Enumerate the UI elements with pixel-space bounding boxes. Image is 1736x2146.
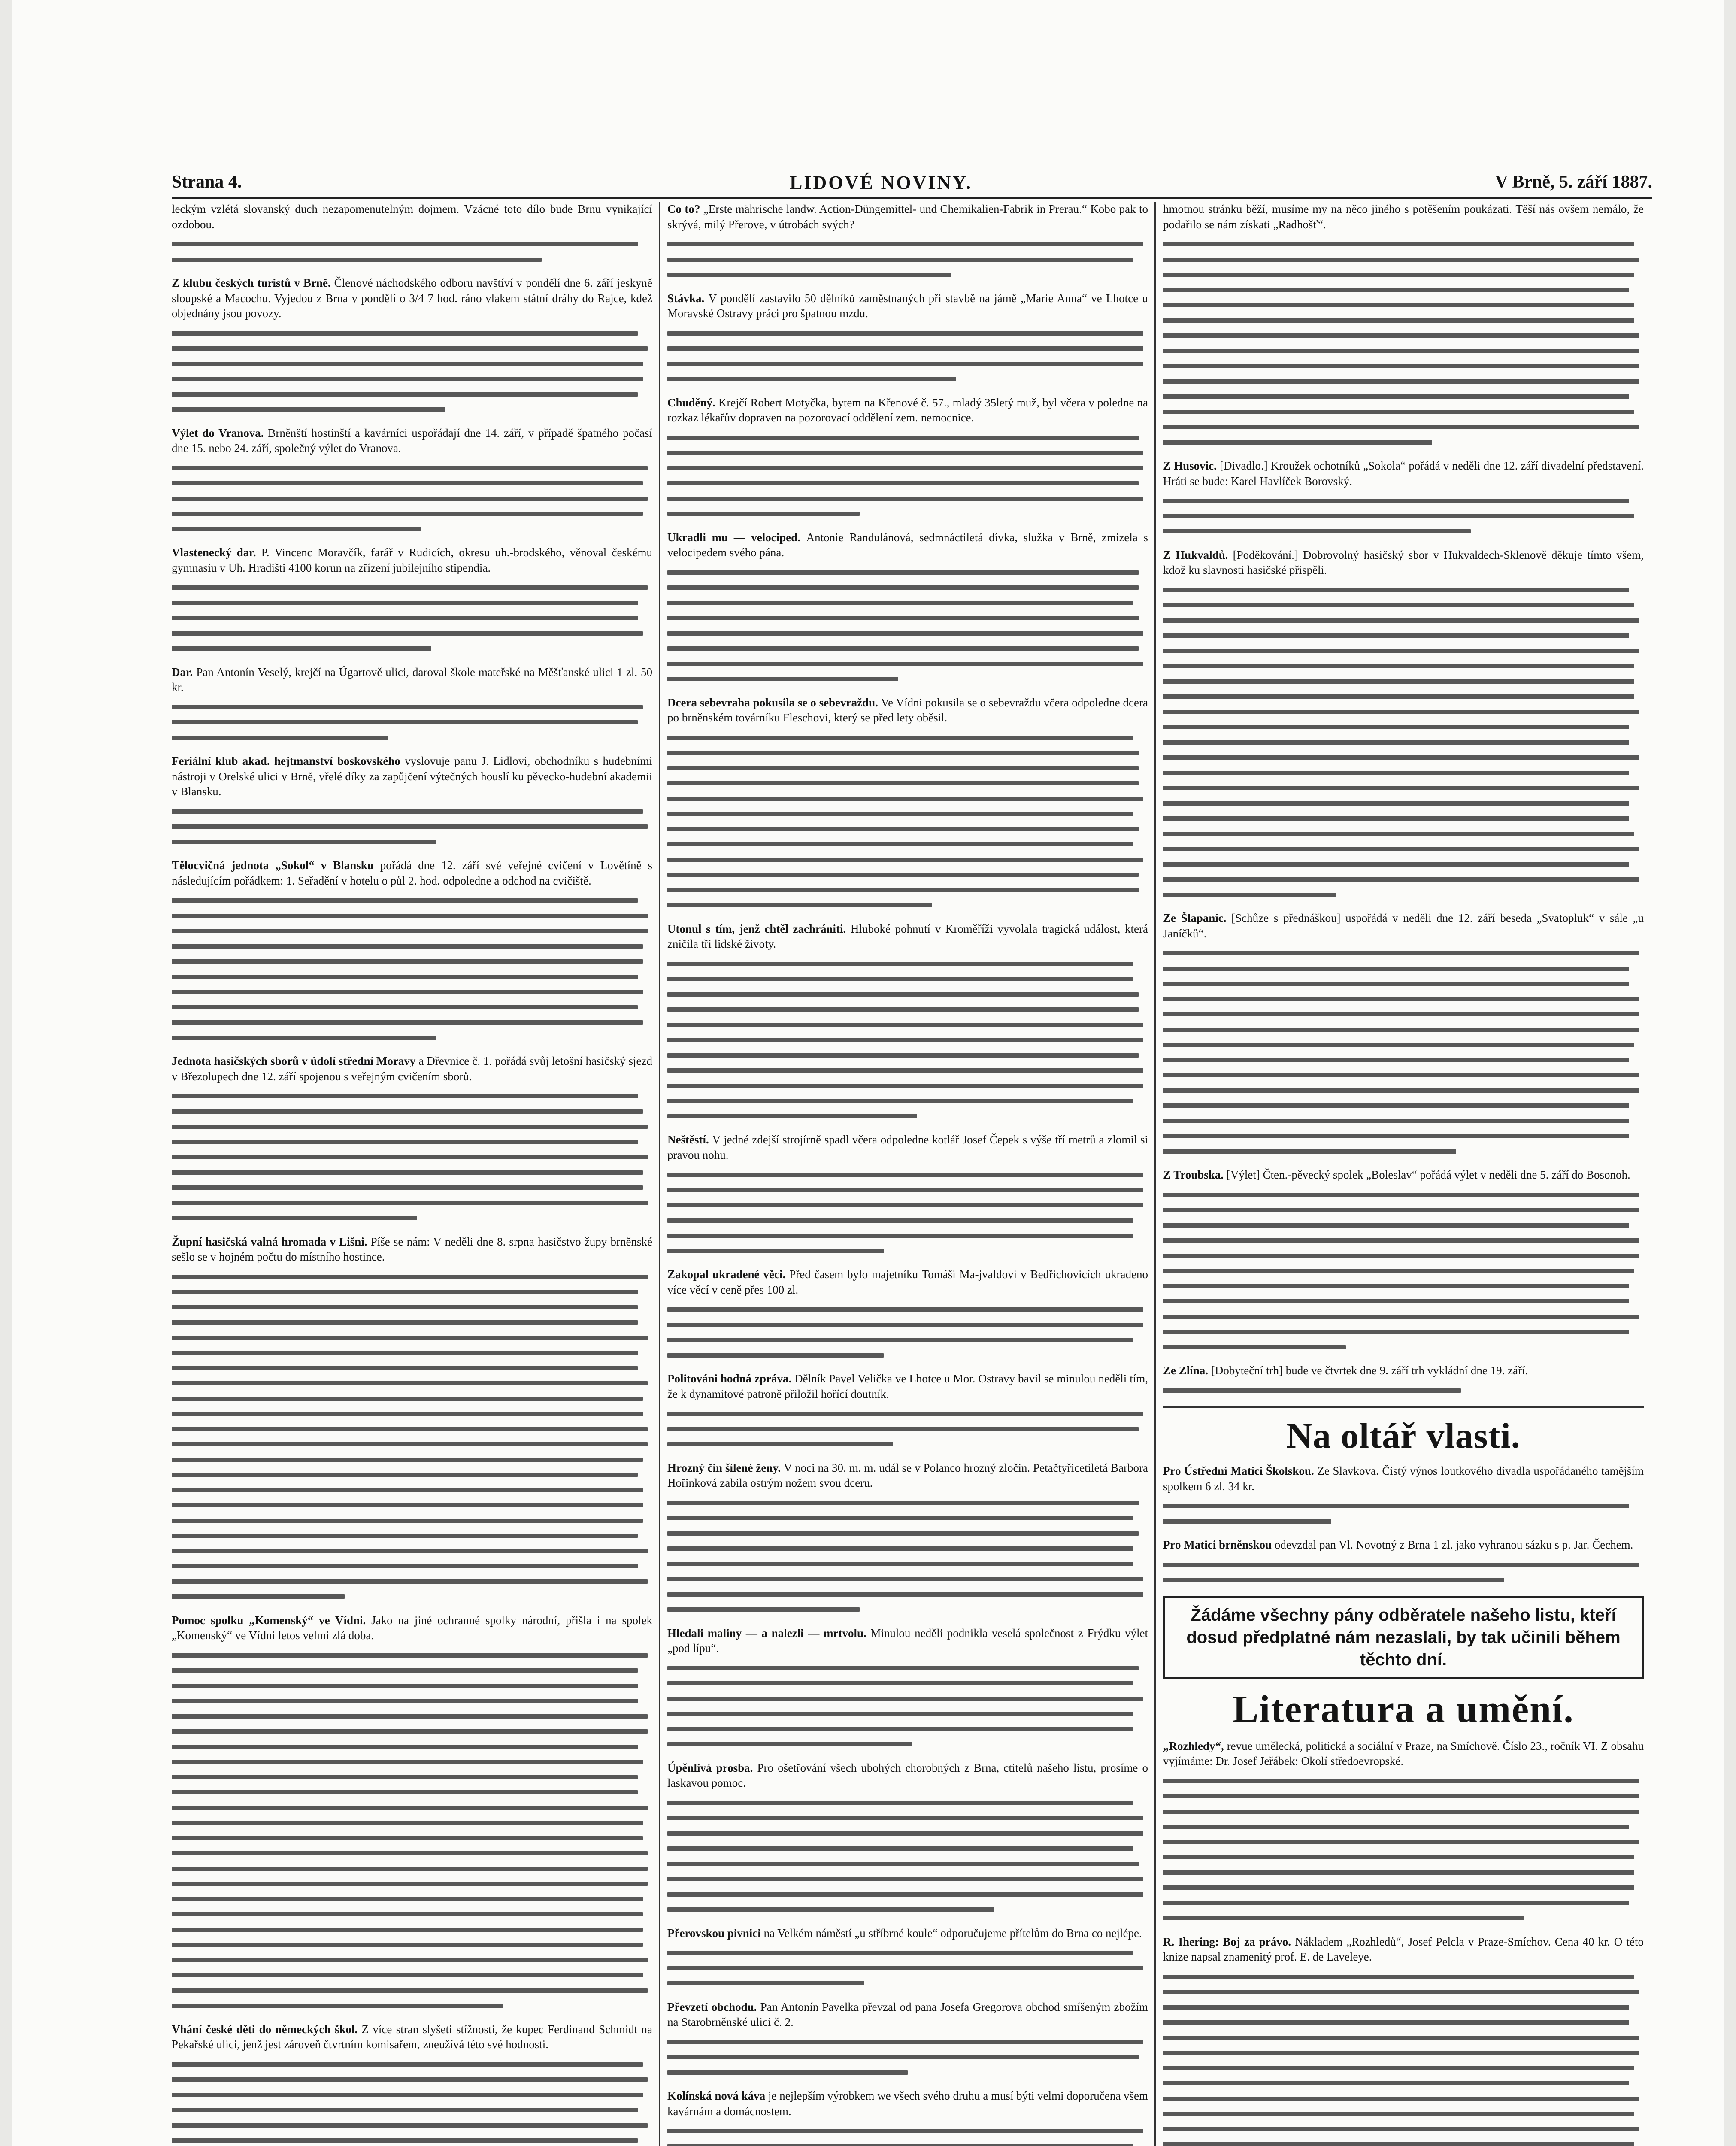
article-continuation (1163, 1556, 1644, 1587)
article-text: Brněnští hostinští a kavárníci uspořádají dne 14. září, v případě špatného počasí dne 15. nebo 24. září, společný výlet do Vranova. (172, 426, 652, 455)
article-continuation (667, 1494, 1148, 1616)
article-headline: Kolínská nová káva (667, 2089, 768, 2102)
article (667, 291, 1148, 386)
article-continuation (667, 1405, 1148, 1451)
article-text: [Schůze s přednáškou] uspořádá v neděli dne 12. září beseda „Svatopluk“ v sále „u Janíčků“. (1163, 912, 1644, 940)
article-headline: Politováni hodná zpráva. (667, 1372, 795, 1385)
article-headline: Feriální klub akad. hejtmanství boskovského (172, 755, 405, 767)
article (667, 2000, 1148, 2079)
article-headline: Hrozný čin šílené ženy. (667, 1461, 784, 1474)
article (172, 1613, 652, 2013)
article-headline: Vlastenecký dar. (172, 546, 261, 559)
article-continuation (172, 699, 652, 745)
article-text: vyslovuje panu J. Lidlovi, obchodníku s hudebními nástroji v Orelské ulici v Brně, vřelé díky za zapůjčení výtečných houslí ku pěvecko-hudební akademii v Blansku. (172, 755, 652, 798)
article-continuation (667, 1944, 1148, 1990)
article-text: Ze Slavkova. Čistý výnos loutkového divadla uspořádaného tamějším spolkem 6 zl. 34 kr. (1163, 1464, 1644, 1493)
article-headline: Z Husovic. (1163, 459, 1220, 472)
masthead-rule (172, 197, 1652, 199)
article-continuation (172, 803, 652, 849)
article-headline: Z klubu českých turistů v Brně. (172, 276, 334, 289)
article-headline: Ukradli mu — velociped. (667, 530, 806, 544)
article-continuation (172, 460, 652, 536)
article (172, 426, 652, 536)
date-line: V Brně, 5. září 1887. (1495, 172, 1652, 192)
article-headline: Přerovskou pivnici (667, 1926, 764, 1940)
article-text: revue umělecká, politická a sociální v Praze, na Smíchově. Číslo 23., ročník VI. Z obsahu vyjímáme: Dr. Josef Jeřábek: Okolí středoevropské. (1163, 1739, 1644, 1767)
article-text: Ve Vídni pokusila se o sebevraždu včera odpoledne dcera po brněnském továrníku Fleschovi, který se před lety oběsil. (667, 696, 1148, 724)
article-headline: Tělocvičná jednota „Sokol“ v Blansku (172, 859, 380, 872)
masthead (172, 172, 1652, 196)
column-1 (172, 202, 652, 2146)
article-text: Hluboké pohnutí v Kroměříži vyvolala tragická událost, která zničila tři lidské životy. (667, 922, 1148, 950)
article-headline: Dcera sebevraha pokusila se o sebevraždu. (667, 696, 881, 709)
article-headline: Výlet do Vranova. (172, 426, 268, 440)
article (1163, 1537, 1644, 1587)
article-continuation (667, 564, 1148, 686)
article (667, 695, 1148, 912)
article-headline: Ze Šlapanic. (1163, 912, 1232, 924)
article-headline: „Rozhledy“, (1163, 1739, 1227, 1752)
article (1163, 1167, 1644, 1354)
article (172, 1234, 652, 1603)
article-continuation (667, 1301, 1148, 1362)
article (667, 1267, 1148, 1362)
article-text: „Erste mährische landw. Action-Düngemittel- und Chemikalien-Fabrik in Prerau.“ Kobo pak to skrývá, milý Přerove, v útrobách svých? (667, 203, 1148, 231)
article (667, 530, 1148, 686)
article-continuation (1163, 1382, 1644, 1397)
article-continuation (667, 729, 1148, 912)
article-continuation (1163, 582, 1644, 902)
column-3 (1163, 202, 1644, 2146)
article-continuation (667, 325, 1148, 386)
article-continuation (667, 1794, 1148, 1916)
article-headline: Zakopal ukradené věci. (667, 1268, 790, 1281)
article (667, 1461, 1148, 1616)
article-continuation (667, 429, 1148, 521)
article-text: Krejčí Robert Motyčka, bytem na Křenové č. 57., mladý 35letý muž, byl včera v poledne na rozkaz lékařův dopraven na pozorovací oddělení zem. nemocnice. (667, 396, 1148, 424)
article-text: na Velkém náměstí „u stříbrné koule“ odporučujeme přítelům do Brna co nejlépe. (763, 1926, 1142, 1940)
article-text: Pro ošetřování všech ubohých chorobných z Brna, ctitelů našeho listu, prosíme o laskavou pomoc. (667, 1761, 1148, 1789)
article-continuation (667, 2122, 1148, 2146)
article-text: odevzdal pan Vl. Novotný z Brna 1 zl. jako vyhranou sázku s p. Jar. Čechem. (1274, 1538, 1633, 1551)
article-headline: Jednota hasičských sborů v údolí střední Moravy (172, 1055, 419, 1067)
article-continuation (1163, 236, 1644, 449)
article-text: V pondělí zastavilo 50 dělníků zaměstnaných při stavbě na jámě „Marie Anna“ ve Lhotce u Moravské Ostravy práci pro špatnou mzdu. (667, 291, 1148, 320)
column-divider (659, 202, 660, 2146)
article (1163, 458, 1644, 538)
article-text: Píše se nám: V neděli dne 8. srpna hasičstvo župy brněnské sešlo se v hojném počtu do místního hostince. (172, 1235, 652, 1263)
article-headline: Župní hasičská valná hromada v Lišni. (172, 1235, 371, 1248)
literatura-title: Literatura a umění. (1233, 1688, 1574, 1731)
article (172, 2022, 652, 2146)
article-headline: Neštěstí. (667, 1133, 712, 1146)
article-text: a Dřevnice č. 1. pořádá svůj letošní hasičský sjezd v Březolupech dne 12. září spojenou s veřejným cvičením sborů. (172, 1055, 652, 1083)
article-headline: Co to? (667, 203, 703, 215)
article-text: V noci na 30. m. m. udál se v Polanco hrozný zločin. Petačtyřicetiletá Barbora Hořinková zabila ostrým nožem svou dceru. (667, 1461, 1148, 1489)
article-text: Dělník Pavel Velička ve Lhotce u Mor. Ostravy bavil se minulou neděli tím, že k dynamitové patroně přiložil hořící doutník. (667, 1372, 1148, 1400)
article (1163, 202, 1644, 449)
newspaper-title: LIDOVÉ NOVINY. (790, 172, 973, 193)
article-text: Minulou neděli podnikla veselá společnost z Frýdku výlet „pod lípu“. (667, 1626, 1148, 1655)
article-text: Pan Antonín Veselý, krejčí na Úgartově ulici, daroval škole mateřské na Měšťanské ulici 1 zl. 50 kr. (172, 665, 652, 694)
article (172, 665, 652, 745)
column-2 (667, 202, 1148, 2146)
article-continuation (1163, 1497, 1644, 1528)
article (172, 276, 652, 416)
paper-edge-right (1724, 0, 1736, 2146)
article-text: V jedné zdejší strojírně spadl včera odpoledne kotlář Josef Čepek s výše tří metrů a zlomil si pravou nohu. (667, 1133, 1148, 1161)
article-continuation (172, 1268, 652, 1603)
article-headline: Z Hukvaldů. (1163, 548, 1233, 561)
article (172, 1054, 652, 1225)
article (1163, 1934, 1644, 2146)
article-continuation (1163, 1773, 1644, 1925)
article-text: hmotnou stránku běží, musíme my na něco jiného s potěšením poukázati. Těší nás ovšem nemálo, že podařilo se nám získati „Radhošť“. (1163, 203, 1644, 231)
article-text: Jako na jiné ochranné spolky národní, přišla i na spolek „Komenský“ ve Vídni letos velmi zlá doba. (172, 1613, 652, 1642)
article-continuation (172, 579, 652, 655)
article-headline: Stávka. (667, 291, 709, 305)
article-text: Členové náchodského odboru navštíví v pondělí dne 6. září jeskyně sloupské a Macochu. Vyjedou z Brna v pondělí o 3/4 7 hod. ráno vlakem státní dráhy do Rajce, kdež objednány jsou povozy. (172, 276, 652, 320)
article-continuation (667, 236, 1148, 282)
article (667, 395, 1148, 521)
article-text: [Poděkování.] Dobrovolný hasičský sbor v Hukvaldech-Sklenově děkuje tímto všem, kdož ku slavnosti hasičské přispěli. (1163, 548, 1644, 576)
article-continuation (172, 325, 652, 416)
article-continuation (172, 1088, 652, 1225)
article-continuation (1163, 945, 1644, 1158)
subscribers-notice: Žádáme všechny pány odběratele našeho listu, kteří dosud předplatné nám nezaslali, by tak učinili během těchto dní. (1163, 1596, 1644, 1679)
article-continuation (667, 1660, 1148, 1751)
article-headline: Ze Zlína. (1163, 1364, 1211, 1377)
column-divider (1154, 202, 1156, 2146)
article-continuation (667, 2034, 1148, 2079)
article-text: Nákladem „Rozhledů“, Josef Pelcla v Praze-Smíchov. Cena 40 kr. O této knize napsal znamenitý prof. E. de Laveleye. (1163, 1935, 1644, 1963)
article-headline: Pro Matici brněnskou (1163, 1538, 1275, 1551)
article-text: je nejlepším výrobkem we všech svého druhu a musí býti velmi doporučena všem kavárnám a domácnostem. (667, 2089, 1148, 2118)
article-text: [Výlet] Čten.-pěvecký spolek „Boleslav“ pořádá výlet v neděli dne 5. září do Bosonoh. (1226, 1168, 1630, 1181)
na-oltar-section (1163, 1416, 1644, 1457)
literatura-items (1163, 1739, 1644, 2146)
column-3-articles (1163, 202, 1644, 1397)
article-continuation (1163, 1186, 1644, 1354)
article (1163, 548, 1644, 902)
article-headline: Převzetí obchodu. (667, 2000, 760, 2013)
na-oltar-title: Na oltář vlasti. (1286, 1416, 1521, 1456)
article (1163, 1363, 1644, 1397)
article-headline: R. Ihering: Boj za právo. (1163, 1935, 1295, 1948)
article-headline: Hledali maliny — a nalezli — mrtvolu. (667, 1626, 871, 1640)
article-headline: Úpěnlivá prosba. (667, 1761, 757, 1774)
section-rule (1163, 1406, 1644, 1408)
article-continuation (172, 236, 652, 266)
article (1163, 911, 1644, 1158)
article-text: Pan Antonín Pavelka převzal od pana Josefa Gregorova obchod smíšeným zbožím na Starobrněnské ulici č. 2. (667, 2000, 1148, 2028)
article-text: Z více stran slyšeti stížnosti, že kupec Ferdinand Schmidt na Pekařské ulici, jenž jest zároveň čtvrtním komisařem, zneužívá této své hodnosti. (172, 2022, 652, 2051)
article (667, 1761, 1148, 1916)
article (667, 2088, 1148, 2146)
article-headline: Utonul s tím, jenž chtěl zachrániti. (667, 922, 851, 935)
paper-edge-left (0, 0, 12, 2146)
article-headline: Dar. (172, 665, 197, 679)
article (172, 202, 652, 266)
article-text: [Divadlo.] Kroužek ochotníků „Sokola“ pořádá v neděli dne 12. září divadelní představení. Hráti se bude: Karel Havlíček Borovský. (1163, 459, 1644, 488)
article (667, 1626, 1148, 1751)
article (1163, 1739, 1644, 1925)
article-headline: Pomoc spolku „Komenský“ ve Vídni. (172, 1613, 372, 1627)
article-continuation (172, 892, 652, 1044)
article (667, 202, 1148, 282)
article-text: [Dobyteční trh] bude ve čtvrtek dne 9. září trh vykládní dne 19. září. (1211, 1364, 1528, 1377)
article (172, 545, 652, 655)
article (667, 1132, 1148, 1258)
article (667, 921, 1148, 1123)
article-text: pořádá dne 12. září své veřejné cvičení v Lovětíně s následujícím pořádkem: 1. Seřadění v hotelu o půl 2. hod. odpoledne a odchod na cvičiště. (172, 859, 652, 887)
article-headline: Z Troubska. (1163, 1168, 1227, 1181)
article-continuation (667, 955, 1148, 1123)
na-oltar-items (1163, 1464, 1644, 1587)
article (667, 1371, 1148, 1451)
article-text: Antonie Randulánová, sedmnáctiletá dívka, služka v Brně, zmizela s velocipedem svého pána. (667, 530, 1148, 559)
article-continuation (1163, 1968, 1644, 2146)
article-text: P. Vincenc Moravčík, farář v Rudicích, okresu uh.-brodského, věnoval českému gymnasiu v Uh. Hradišti 4100 korun na zřízení jubilejního stipendia. (172, 546, 652, 574)
article-headline: Pro Ústřední Matici Školskou. (1163, 1464, 1318, 1477)
article-text: leckým vzlétá slovanský duch nezapomenutelným dojmem. Vzácné toto dílo bude Brnu vynikající ozdobou. (172, 203, 652, 231)
page-number: Strana 4. (172, 172, 242, 192)
article (1163, 1464, 1644, 1528)
article-headline: Vhání české děti do německých škol. (172, 2022, 362, 2036)
article (667, 1926, 1148, 1990)
article (172, 858, 652, 1044)
article-continuation (667, 1166, 1148, 1258)
article-continuation (172, 1647, 652, 2013)
article-headline: Chuděný. (667, 396, 718, 409)
article-text: Před časem bylo majetníku Tomáši Ma-jvaldovi v Bedřichovicích ukradeno více věcí v ceně přes 100 zl. (667, 1268, 1148, 1296)
article-continuation (172, 2056, 652, 2146)
article (172, 754, 652, 849)
article-continuation (1163, 492, 1644, 538)
